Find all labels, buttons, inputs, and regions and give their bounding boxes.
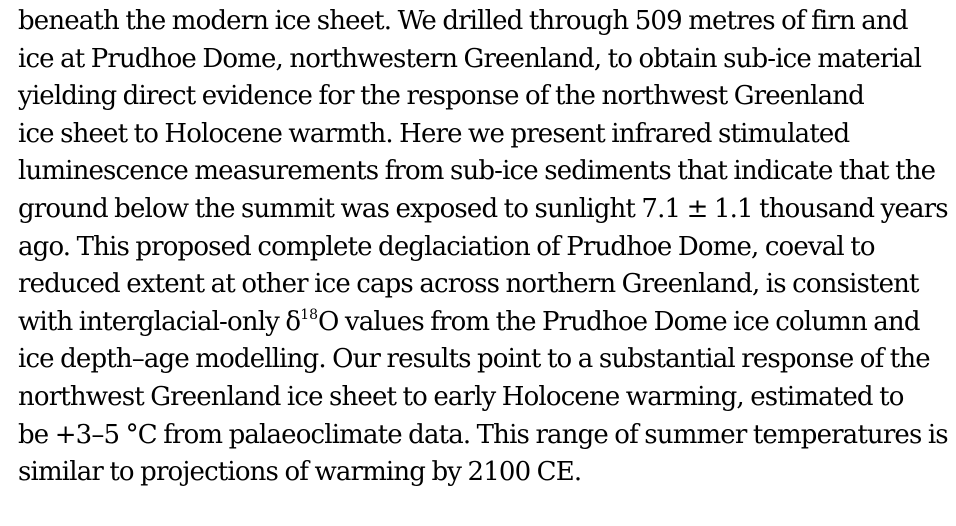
text-line-1: beneath the modern ice sheet. We drilled through 509 metres of firn and	[18, 6, 908, 36]
text-line-5: luminescence measurements from sub-ice sediments that indicate that the	[18, 156, 936, 187]
text-line-12: be +3–5 °C from palaeoclimate data. This range of summer temperatures is	[18, 419, 948, 450]
text-line-6: ground below the summit was exposed to sunlight 7.1 ± 1.1 thousand years	[18, 193, 948, 224]
text-line-7: ago. This proposed complete deglaciation of Prudhoe Dome, coeval to	[18, 231, 875, 262]
text-line-10: ice depth–age modelling. Our results point to a substantial response of the	[18, 344, 930, 375]
text-line-2: ice at Prudhoe Dome, northwestern Greenland, to obtain sub-ice material	[18, 43, 922, 74]
text-line-8: reduced extent at other ice caps across northern Greenland, is consistent	[18, 269, 919, 300]
text-line-3: yielding direct evidence for the response of the northwest Greenland	[18, 81, 864, 112]
isotope-superscript: 18	[300, 306, 319, 323]
text-line-4: ice sheet to Holocene warmth. Here we present infrared stimulated	[18, 118, 850, 149]
isotope-text-before: with interglacial-only δ	[18, 306, 301, 337]
text-line-13: similar to projections of warming by 2100 CE.	[18, 457, 582, 488]
text-line-isotope	[18, 304, 948, 342]
isotope-text-after: O values from the Prudhoe Dome ice column and	[318, 306, 920, 337]
text-line-11: northwest Greenland ice sheet to early Holocene warming, estimated to	[18, 381, 904, 412]
